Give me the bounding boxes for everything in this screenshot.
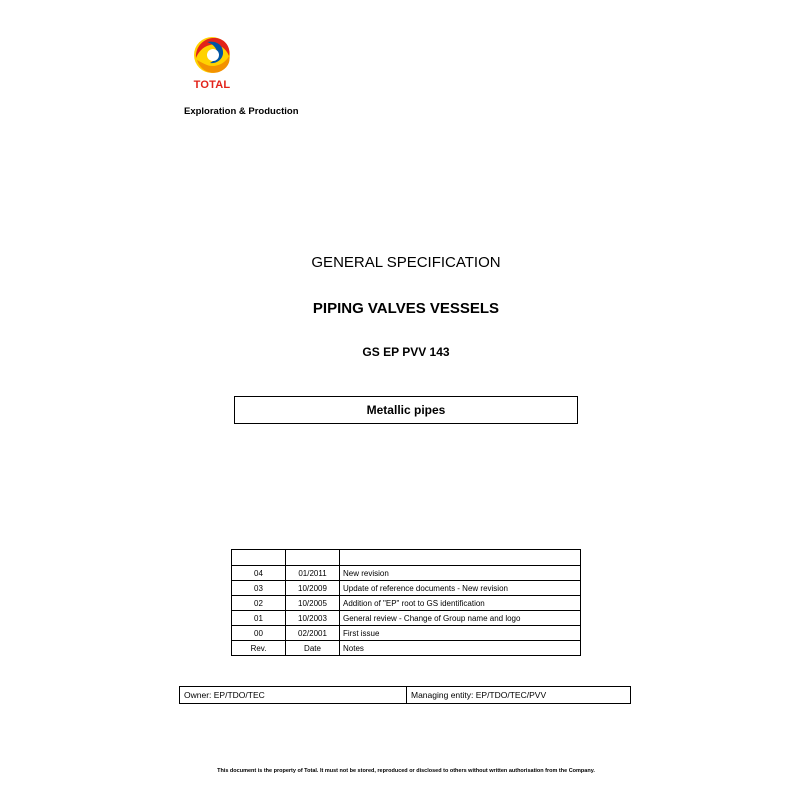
revision-date: 10/2003 [286, 611, 340, 626]
revision-number: 00 [232, 626, 286, 641]
revision-date: 10/2005 [286, 596, 340, 611]
revision-header-date: Date [286, 641, 340, 656]
revision-table [231, 549, 581, 656]
revision-notes: General review - Change of Group name and logo [340, 611, 581, 626]
revision-number: 04 [232, 566, 286, 581]
revision-row [232, 626, 581, 641]
total-logo-icon [191, 34, 233, 76]
revision-notes: First issue [340, 626, 581, 641]
revision-row [232, 611, 581, 626]
revision-notes: New revision [340, 566, 581, 581]
revision-row [232, 596, 581, 611]
revision-header-row [232, 641, 581, 656]
managing-entity-cell [407, 687, 630, 703]
owner-cell [180, 687, 407, 703]
revision-header-notes: Notes [340, 641, 581, 656]
revision-blank-row [232, 550, 581, 566]
revision-number: 02 [232, 596, 286, 611]
ownership-box [179, 686, 631, 704]
revision-cell [232, 550, 286, 566]
revision-notes: Addition of "EP" root to GS identification [340, 596, 581, 611]
revision-date: 10/2009 [286, 581, 340, 596]
managing-entity-label: Managing entity: EP/TDO/TEC/PVV [411, 690, 547, 700]
revision-cell [340, 550, 581, 566]
owner-label: Owner: EP/TDO/TEC [184, 690, 265, 700]
logo-wordmark: TOTAL [193, 79, 231, 91]
total-logo [188, 34, 236, 92]
revision-row [232, 566, 581, 581]
confidentiality-notice: This document is the property of Total. It must not be stored, reproduced or disclosed to others without written authorisation from the Company. [217, 768, 595, 774]
document-reference: GS EP PVV 143 [362, 345, 450, 359]
document-type: GENERAL SPECIFICATION [311, 254, 501, 271]
revision-row [232, 581, 581, 596]
division-label: Exploration & Production [184, 106, 299, 117]
revision-cell [286, 550, 340, 566]
revision-date: 01/2011 [286, 566, 340, 581]
revision-notes: Update of reference documents - New revision [340, 581, 581, 596]
document-title: Metallic pipes [366, 403, 446, 417]
revision-header-rev: Rev. [232, 641, 286, 656]
revision-date: 02/2001 [286, 626, 340, 641]
revision-number: 03 [232, 581, 286, 596]
document-title-box [234, 396, 578, 424]
document-category: PIPING VALVES VESSELS [312, 300, 500, 317]
revision-number: 01 [232, 611, 286, 626]
